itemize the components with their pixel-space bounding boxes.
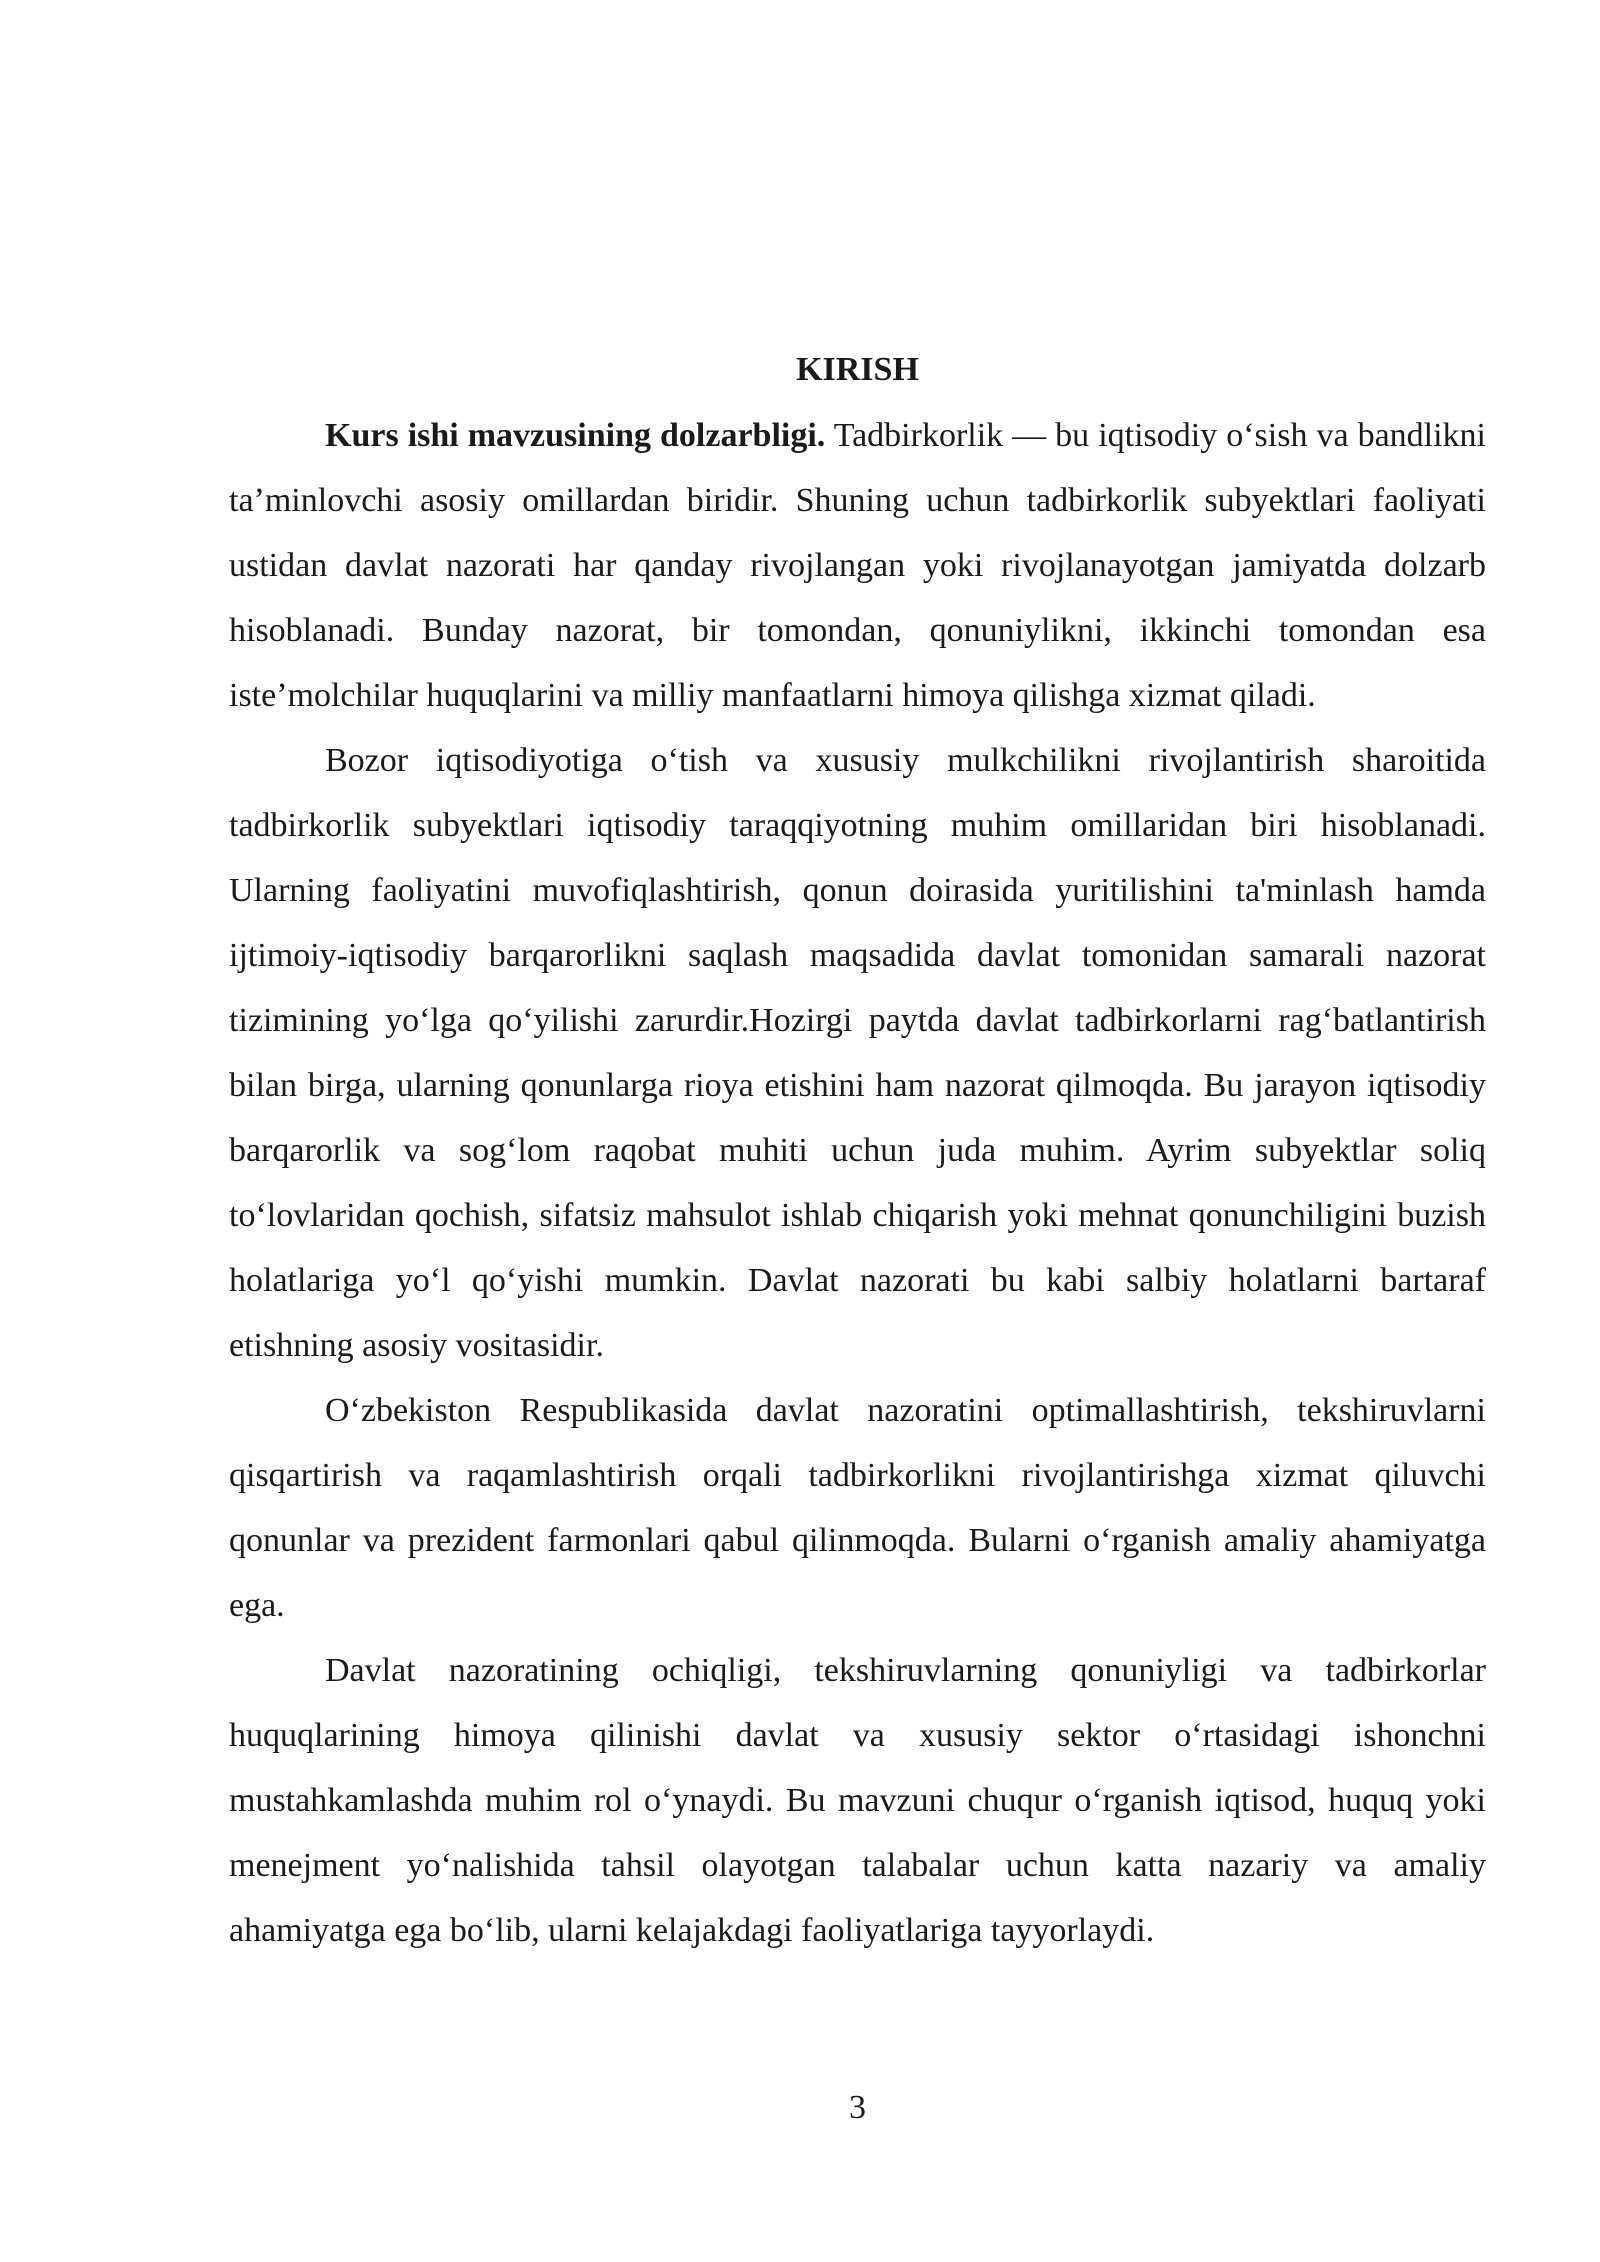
paragraph-market-economy: Bozor iqtisodiyotiga oʻtish va xususiy mulkchilikni rivojlantirish sharoitida tadbirkorlik subyektlari iqtisodiy taraqqiyotning muhim omillaridan biri hisoblanadi. Ularning faoliyatini muvofiqlashtirish, qonun doirasida yuritilishini ta'minlash hamda ijtimoiy-iqtisodiy barqarorlikni saqlash maqsadida davlat tomonidan samarali nazorat tizimining yoʻlga qoʻyilishi zarurdir.Hozirgi paytda davlat tadbirkorlarni ragʻbatlantirish bilan birga, ularning qonunlarga rioya etishini ham nazorat qilmoqda. Bu jarayon iqtisodiy barqarorlik va sogʻlom raqobat muhiti uchun juda muhim. Ayrim subyektlar soliq toʻlovlaridan qochish, sifatsiz mahsulot ishlab chiqarish yoki mehnat qonunchiligini buzish holatlariga yoʻl qoʻyishi mumkin. Davlat nazorati bu kabi salbiy holatlarni bartaraf etishning asosiy vositasidir. [229, 742, 1486, 1364]
paragraph-lead: Kurs ishi mavzusining dolzarbligi. [325, 417, 826, 454]
document-body [229, 403, 1486, 1963]
page-number: 3 [849, 2089, 866, 2126]
paragraph-relevance [229, 403, 1486, 728]
paragraph-transparency: Davlat nazoratining ochiqligi, tekshiruvlarning qonuniyligi va tadbirkorlar huquqlarining himoya qilinishi davlat va xususiy sektor oʻrtasidagi ishonchni mustahkamlashda muhim rol oʻynaydi. Bu mavzuni chuqur oʻrganish iqtisod, huquq yoki menejment yoʻnalishida tahsil olayotgan talabalar uchun katta nazariy va amaliy ahamiyatga ega boʻlib, ularni kelajakdagi faoliyatlariga tayyorlaydi. [229, 1652, 1486, 1949]
paragraph-uzbekistan-laws: Oʻzbekiston Respublikasida davlat nazoratini optimallashtirish, tekshiruvlarni qisqartirish va raqamlashtirish orqali tadbirkorlikni rivojlantirishga xizmat qiluvchi qonunlar va prezident farmonlari qabul qilinmoqda. Bularni oʻrganish amaliy ahamiyatga ega. [229, 1392, 1486, 1624]
paragraph-text: Tadbirkorlik — bu iqtisodiy oʻsish va bandlikni taʼminlovchi asosiy omillardan biridir. Shuning uchun tadbirkorlik subyektlari faoliyati ustidan davlat nazorati har qanday rivojlangan yoki rivojlanayotgan jamiyatda dolzarb hisoblanadi. Bunday nazorat, bir tomondan, qonuniylikni, ikkinchi tomondan esa isteʼmolchilar huquqlarini va milliy manfaatlarni himoya qilishga xizmat qiladi. [229, 417, 1486, 714]
section-heading: KIRISH [796, 351, 919, 388]
